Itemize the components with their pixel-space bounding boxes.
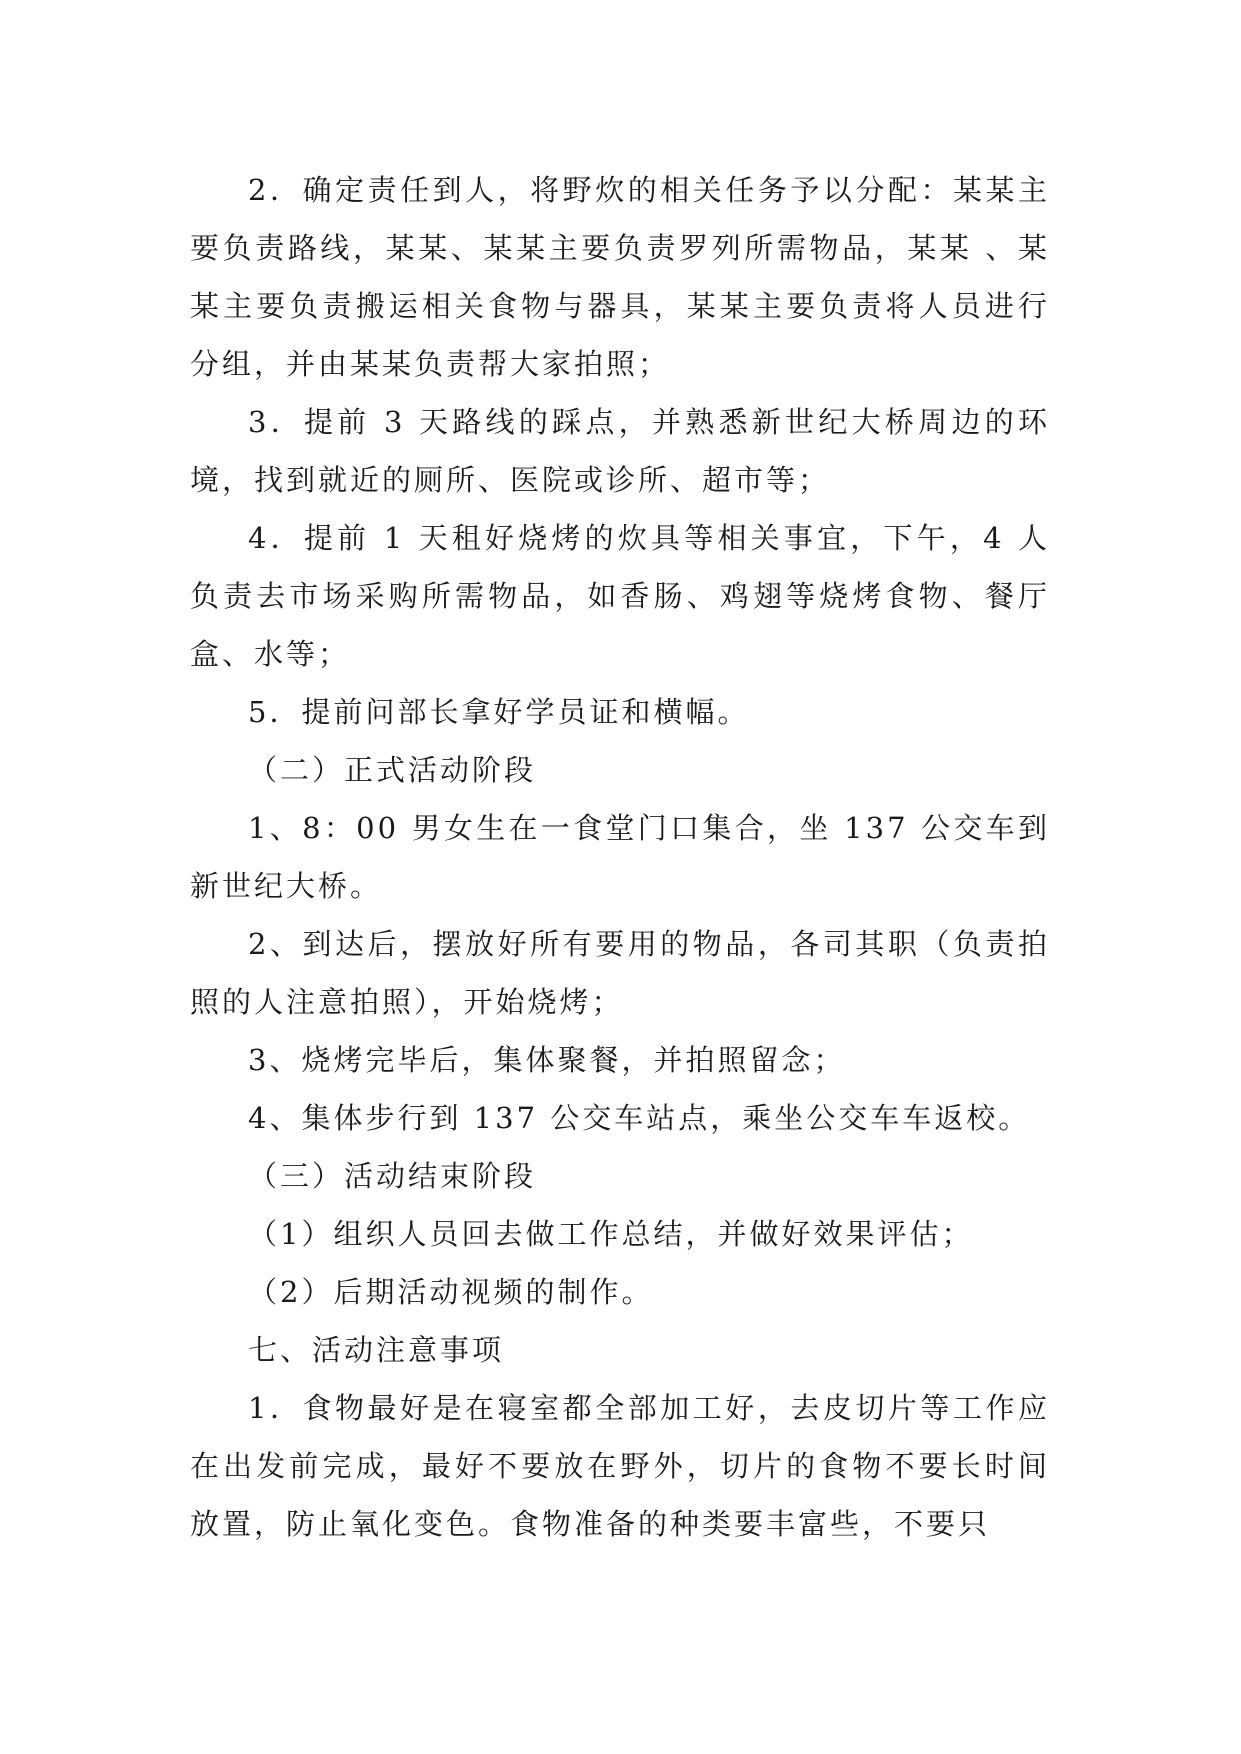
paragraph-dinner: 3、烧烤完毕后，集体聚餐，并拍照留念； <box>248 1043 846 1077</box>
paragraph-banner: 5．提前问部长拿好学员证和横幅。 <box>248 695 750 729</box>
document-body <box>190 161 1050 1553</box>
paragraph-gathering: 1、8：00 男女生在一食堂门口集合，坐 137 公交车到新世纪大桥。 <box>190 811 1050 903</box>
paragraph-route-scouting: 3．提前 3 天路线的踩点，并熟悉新世纪大桥周边的环境，找到就近的厕所、医院或诊所、超市等； <box>190 405 1050 497</box>
paragraph-return: 4、集体步行到 137 公交车站点，乘坐公交车车返校。 <box>248 1101 1031 1135</box>
section-heading-formal-stage: （二）正式活动阶段 <box>248 753 537 787</box>
paragraph-summary: （1）组织人员回去做工作总结，并做好效果评估； <box>248 1217 974 1251</box>
paragraph-equipment-purchase: 4．提前 1 天租好烧烤的炊具等相关事宜，下午，4 人负责去市场采购所需物品，如香肠、鸡翅等烧烤食物、餐厅盒、水等； <box>190 521 1050 671</box>
paragraph-food-preparation: 1．食物最好是在寝室都全部加工好，去皮切片等工作应在出发前完成，最好不要放在野外，切片的食物不要长时间放置，防止氧化变色。食物准备的种类要丰富些，不要只 <box>190 1391 1050 1541</box>
section-heading-precautions: 七、活动注意事项 <box>248 1333 505 1367</box>
paragraph-task-assignment: 2．确定责任到人，将野炊的相关任务予以分配：某某主要负责路线，某某、某某主要负责罗列所需物品，某某 、某某主要负责搬运相关食物与器具，某某主要负责将人员进行分组，并由某某负责帮大家拍照； <box>190 173 1050 381</box>
paragraph-video: （2）后期活动视频的制作。 <box>248 1275 654 1309</box>
paragraph-arrival: 2、到达后，摆放好所有要用的物品，各司其职（负责拍照的人注意拍照），开始烧烤； <box>190 927 1050 1019</box>
section-heading-end-stage: （三）活动结束阶段 <box>248 1159 537 1193</box>
